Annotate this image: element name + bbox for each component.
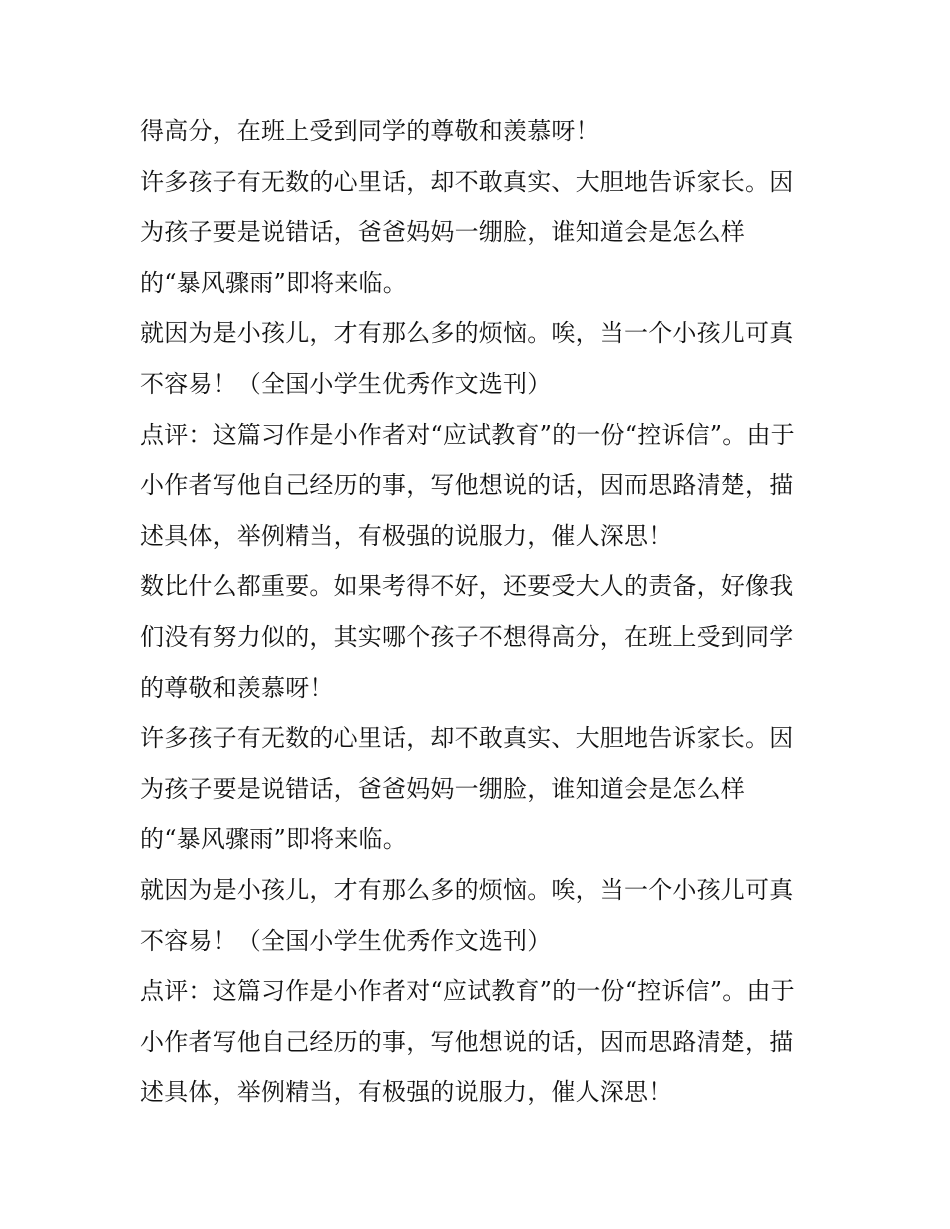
text-line: 就因为是小孩儿，才有那么多的烦恼。唉，当一个小孩儿可真 bbox=[140, 319, 794, 348]
text-line: 数比什么都重要。如果考得不好，还要受大人的责备，好像我 bbox=[140, 572, 794, 601]
text-line: 为孩子要是说错话，爸爸妈妈一绷脸，谁知道会是怎么样 bbox=[140, 774, 745, 803]
text-line: 为孩子要是说错话，爸爸妈妈一绷脸，谁知道会是怎么样 bbox=[140, 218, 745, 247]
text-line: 点评：这篇习作是小作者对“应试教育”的一份“控诉信”。由于 bbox=[140, 977, 795, 1006]
text-line: 许多孩子有无数的心里话，却不敢真实、大胆地告诉家长。因 bbox=[140, 167, 794, 196]
text-line: 点评：这篇习作是小作者对“应试教育”的一份“控诉信”。由于 bbox=[140, 420, 795, 449]
text-line: 不容易！（全国小学生优秀作文选刊） bbox=[140, 369, 552, 398]
text-line: 述具体，举例精当，有极强的说服力，催人深思！ bbox=[140, 521, 673, 550]
text-line: 许多孩子有无数的心里话，却不敢真实、大胆地告诉家长。因 bbox=[140, 724, 794, 753]
text-line: 小作者写他自己经历的事，写他想说的话，因而思路清楚，描 bbox=[140, 471, 794, 500]
text-line: 的“暴风骤雨”即将来临。 bbox=[140, 825, 407, 854]
text-line: 们没有努力似的，其实哪个孩子不想得高分，在班上受到同学 bbox=[140, 622, 794, 651]
text-line: 就因为是小孩儿，才有那么多的烦恼。唉，当一个小孩儿可真 bbox=[140, 875, 794, 904]
document-body bbox=[140, 106, 820, 1118]
text-line: 的“暴风骤雨”即将来临。 bbox=[140, 268, 407, 297]
text-line: 的尊敬和羡慕呀！ bbox=[140, 673, 334, 702]
text-line: 述具体，举例精当，有极强的说服力，催人深思！ bbox=[140, 1078, 673, 1107]
text-line: 不容易！（全国小学生优秀作文选刊） bbox=[140, 926, 552, 955]
text-line: 小作者写他自己经历的事，写他想说的话，因而思路清楚，描 bbox=[140, 1027, 794, 1056]
text-line: 得高分，在班上受到同学的尊敬和羡慕呀！ bbox=[140, 117, 600, 145]
